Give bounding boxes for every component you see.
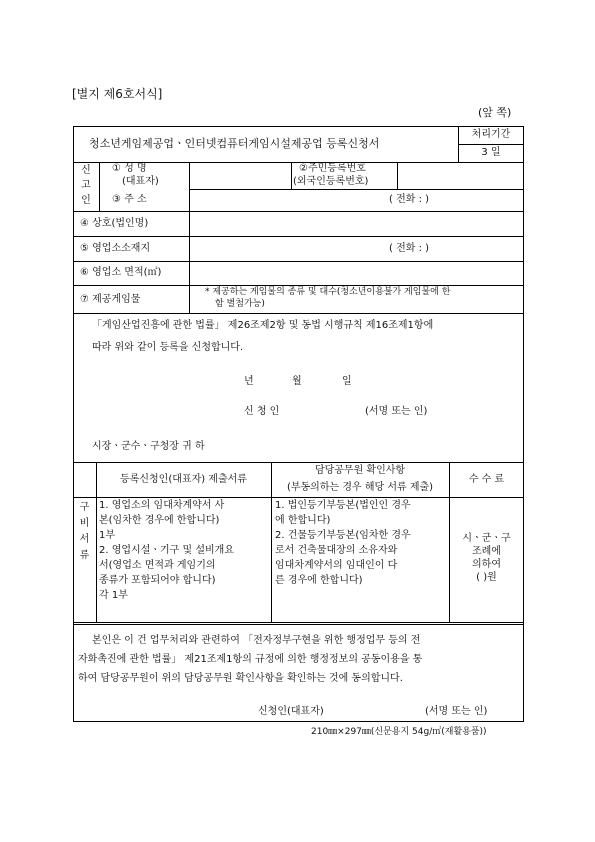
divider [73,211,524,212]
docs-label-char: 비 [79,518,90,529]
divider [73,313,524,314]
fee-line: 의하여 [472,559,501,570]
docs-col2-header-sub: (부동의하는 경우 해당 서류 제출) [286,482,434,493]
paper-spec: 210㎜×297㎜(신문용지 54g/㎡(재활용품)) [311,727,487,737]
divider [189,189,524,190]
applicant-label-char: 인 [81,195,91,206]
docs-item-line: 2. 건물등기부등본(임차한 경우 [275,530,411,541]
date-year: 년 [244,376,254,387]
divider [73,462,524,463]
trade-name-label: ④ 상호(법인명) [80,218,149,229]
docs-item-line: 각 1부 [99,590,128,601]
address-label: ③ 주 소 [112,194,147,205]
divider [96,462,97,622]
consent-sign-label: 신청인(대표자) [258,706,324,717]
divider [73,622,524,623]
divider [397,162,398,189]
id-number-label: ②주민등록번호 [299,163,366,174]
processing-period-label: 처리기간 [471,129,511,140]
consent-sign-note: (서명 또는 인) [425,706,488,717]
divider [99,162,100,211]
docs-item-line: 2. 영업시설ㆍ기구 및 설비개요 [99,545,234,556]
docs-item-line: 서(영업소 면적과 게임기의 [99,560,216,571]
statement-text: 따라 위와 같이 등록을 신청합니다. [92,342,244,353]
games-note: 함 별첨가능) [215,299,265,309]
docs-item-line: 1. 영업소의 임대차계약서 사 [99,500,225,511]
divider [73,261,524,262]
divider [73,497,524,498]
name-label: ① 성 명 [112,163,147,174]
docs-item-line: 른 경우에 한합니다) [275,575,363,586]
name-sub-label: (대표자) [122,176,159,187]
applicant-label-char: 신 [81,165,91,176]
divider [458,144,524,145]
addressee: 시장ㆍ군수ㆍ구청장 귀 하 [92,441,205,452]
business-area-label: ⑥ 영업소 면적(㎡) [80,267,162,278]
fee-line: 조례에 [472,546,501,557]
docs-label-char: 서 [79,534,90,545]
sign-note: (서명 또는 인) [365,406,428,417]
processing-period-value: 3 일 [481,147,501,158]
docs-item-line: 임대차계약서의 임대인이 다 [275,560,398,571]
date-day: 일 [342,376,352,387]
phone-field-2: ( 전화 : ) [389,243,430,254]
docs-col2-header: 담당공무원 확인사항 [314,465,406,476]
games-note: * 제공하는 게임물의 종류 및 대수(청소년이용불가 게임물에 한 [205,287,451,297]
phone-field-1: ( 전화 : ) [389,194,430,205]
form-number: [별지 제6호서식] [72,87,163,101]
form-title: 청소년게임제공업ㆍ인터넷컴퓨터게임시설제공업 등록신청서 [89,137,380,150]
statement-text: 「게임산업진흥에 관한 법률」 제26조제2항 및 동법 시행규칙 제16조제1항에 [92,320,434,331]
docs-item-line: 1부 [99,530,116,541]
page-side-label: (앞 쪽) [478,106,512,119]
date-month: 월 [292,376,302,387]
docs-label-char: 구 [79,502,90,513]
divider [189,162,190,313]
fee-line: 시ㆍ군ㆍ구 [462,533,511,544]
docs-item-line: 본(임차한 경우에 한합니다) [99,515,220,526]
applicant-label-char: 고 [81,180,91,191]
divider [73,285,524,286]
form-frame [73,126,524,722]
divider [73,236,524,237]
consent-text: 본인은 이 건 업무처리와 관련하여 「전자정부구현을 위한 행정업무 등의 전 [92,635,421,646]
docs-item-line: 로서 건축물대장의 소유자와 [275,545,398,556]
consent-text: 자화촉진에 관한 법률」 제21조제1항의 규정에 의한 행정정보의 공동이용을 통 [78,654,423,665]
docs-label-char: 류 [79,550,90,561]
games-label: ⑦ 제공게임물 [80,294,141,305]
docs-item-line: 에 한합니다) [275,515,331,526]
applicant-sign-label: 신 청 인 [244,406,280,417]
divider [73,624,524,625]
docs-item-line: 1. 법인등기부등본(법인인 경우 [275,500,411,511]
consent-text: 하여 담당공무원이 위의 담당공무원 확인사항을 확인하는 것에 동의합니다. [78,673,403,684]
divider [291,162,292,189]
docs-col1-header: 등록신청인(대표자) 제출서류 [120,474,247,485]
fee-line: ( )원 [476,572,497,583]
business-address-label: ⑤ 영업소소재지 [80,243,151,254]
docs-col3-header: 수 수 료 [468,474,505,485]
id-number-sub-label: (외국인등록번호) [293,176,369,187]
docs-item-line: 종류가 포함되어야 합니다) [99,575,216,586]
